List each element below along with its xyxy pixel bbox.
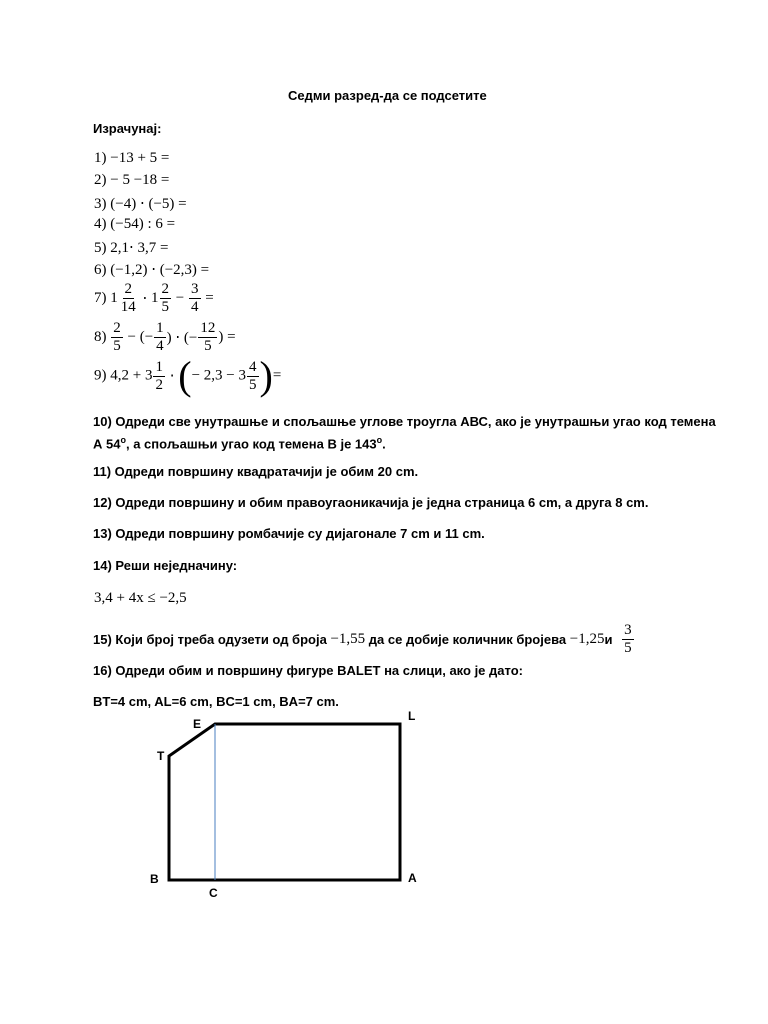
problem-14-inequality: 3,4 + 4x ≤ −2,5 xyxy=(94,590,187,606)
left-paren: ( xyxy=(178,353,192,398)
problem-12: 12) Одреди површину и обим правоугаоникачија је једна страница 6 cm, а друга 8 cm. xyxy=(93,495,649,510)
expression-5: 5) 2,1⋅ 3,7 = xyxy=(94,240,169,256)
problem-16: 16) Одреди обим и површину фигуре BALET на слици, ако је дато: xyxy=(93,663,523,678)
problem-15: 15) Који број треба одузети од броја −1,55 да се добије количник бројева −1,25и $\frac{3}{5}$ xyxy=(93,622,632,656)
problem-13: 13) Одреди површину ромбачије су дијагонале 7 cm и 11 cm. xyxy=(93,526,485,541)
problem-10-line-2: А 54$^o$, а спољашњи угао код темена В је 143$^o$. xyxy=(93,435,386,452)
instruction: Израчунај: xyxy=(93,121,162,136)
given-values: BT=4 cm, AL=6 cm, BC=1 cm, BA=7 cm. xyxy=(93,694,339,709)
problem-11: 11) Одреди површину квадратачији је обим 20 cm. xyxy=(93,464,419,479)
expression-4: 4) (−54) : 6 = xyxy=(94,216,176,232)
right-paren: ) xyxy=(259,353,273,398)
expression-3: 3) (−4) ⋅ (−5) = xyxy=(94,196,187,212)
vertex-label-e: E xyxy=(193,717,202,731)
expression-1: 1) −13 + 5 = xyxy=(94,150,170,166)
fraction: $\frac{2}{5}$ xyxy=(161,281,170,315)
expression-8: 8) $\frac{2}{5}$ − (− $\frac{1}{4}$ ) ⋅ (− $\frac{12}{5}$ ) = xyxy=(94,320,236,354)
fraction: $\frac{1}{4}$ xyxy=(156,320,164,354)
vertex-label-b: B xyxy=(150,872,159,886)
problem-10-line-1: 10) Одреди све унутрашње и спољашње углове троугла АВС, ако је унутрашњи угао код темена xyxy=(93,414,716,429)
expression-7: 7) 1 $\frac{2}{14}$ ⋅ 1 $\frac{2}{5}$ − $\frac{3}{4}$ = xyxy=(94,281,214,315)
fraction: $\frac{3}{4}$ xyxy=(191,281,199,315)
expression-2: 2) − 5 −18 = xyxy=(94,172,170,188)
vertex-label-c: C xyxy=(209,886,218,900)
expression-9: 9) 4,2 + 3 $\frac{1}{2}$ ⋅ (− 2,3 − 3 $\frac{4}{5}$ )= xyxy=(94,353,282,398)
vertex-label-a: A xyxy=(408,871,417,885)
vertex-label-l: L xyxy=(408,709,416,723)
vertex-label-t: T xyxy=(157,749,165,763)
fraction: $\frac{2}{5}$ xyxy=(113,320,121,354)
fraction: $\frac{12}{5}$ xyxy=(200,320,216,354)
fraction: $\frac{3}{5}$ xyxy=(624,622,632,656)
page-title: Седми разред-да се подсетите xyxy=(288,88,487,103)
figure-outline xyxy=(169,724,400,880)
fraction: $\frac{1}{2}$ xyxy=(155,358,163,393)
fraction: $\frac{2}{14}$ xyxy=(120,281,136,315)
problem-14: 14) Реши неједначину: xyxy=(93,558,238,573)
expression-6: 6) (−1,2) ⋅ (−2,3) = xyxy=(94,262,210,278)
fraction: $\frac{4}{5}$ xyxy=(249,358,257,393)
